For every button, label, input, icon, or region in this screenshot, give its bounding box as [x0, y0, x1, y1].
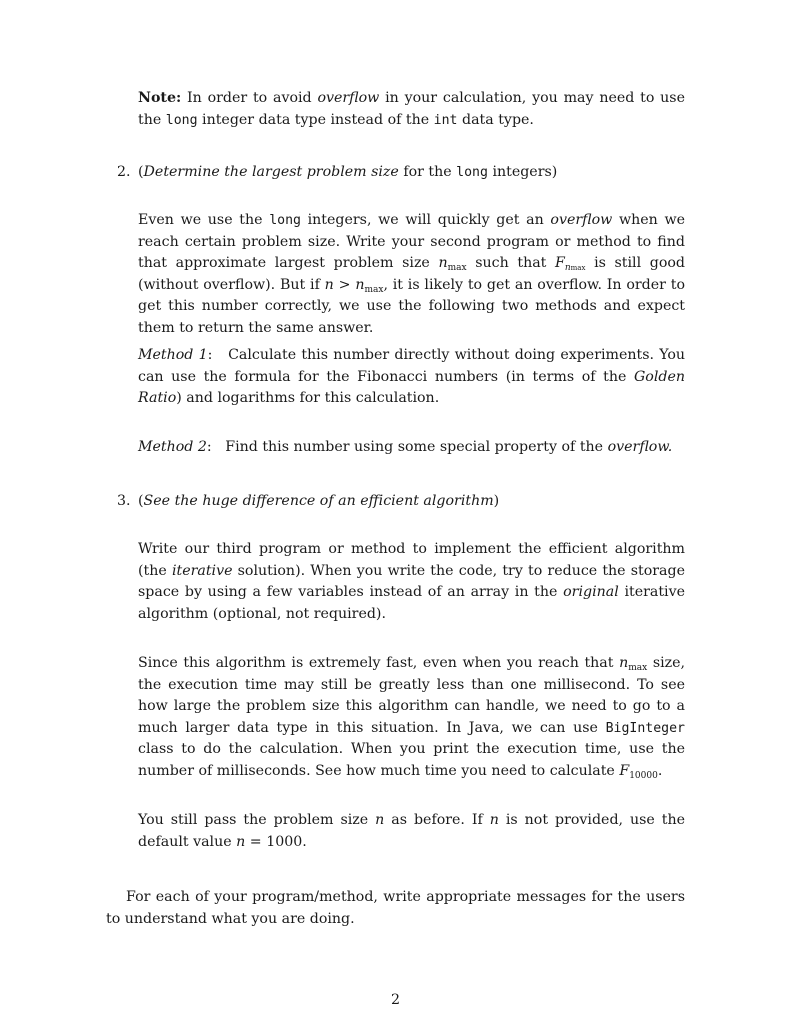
- method-2-emphasis: overflow.: [607, 439, 673, 455]
- item-3-emphasis: iterative: [171, 562, 233, 579]
- item-2-heading-open: (: [138, 164, 144, 180]
- method-1-text: ) and logarithms for this calculation.: [176, 390, 440, 407]
- item-3-text: class to do the calculation. When you print the execution time, use the number of milliseconds. See how much time you need to calculate: [138, 741, 685, 779]
- closing-paragraph: [106, 887, 685, 930]
- note-code: int: [433, 112, 458, 128]
- method-1-emphasis: Golden Ratio: [138, 368, 685, 407]
- item-3-text: Write our third program or method to implement the efficient algorithm (the: [138, 541, 685, 579]
- item-2-text: when we reach certain problem size. Write your second program or method to find that approximate largest problem size: [138, 212, 685, 272]
- math-greater-than: >: [338, 276, 351, 293]
- note-emphasis: overflow: [317, 90, 380, 106]
- item-3-paragraph-2: [138, 653, 685, 783]
- math-var-n: n: [438, 255, 448, 272]
- item-2-number: 2.: [117, 164, 131, 180]
- item-2-heading-emphasis: Determine the largest problem size: [143, 164, 399, 180]
- item-2-heading-text: for the: [403, 164, 452, 180]
- item-2-paragraph: [138, 210, 685, 340]
- item-3-heading-emphasis: See the huge difference of an efficient algorithm: [143, 493, 494, 509]
- item-2-text: is still good (without overflow). But if: [138, 255, 686, 293]
- method-2-paragraph: [138, 437, 685, 459]
- math-var-n: n: [236, 833, 246, 850]
- item-3-emphasis: original: [563, 584, 619, 601]
- math-var-n: n: [564, 263, 571, 274]
- item-3-text: You still pass the problem size: [138, 812, 369, 828]
- item-3-heading-close: ): [493, 493, 500, 509]
- math-var-n: n: [489, 812, 499, 828]
- method-2-colon: :: [206, 439, 212, 455]
- note-code: long: [165, 112, 198, 128]
- note-text: In order to avoid: [187, 90, 312, 106]
- note-text: integer data type instead of the: [202, 111, 430, 128]
- item-3-heading-open: (: [138, 493, 144, 509]
- method-1-text: Calculate this number directly without doing experiments. You can use the formula for the Fibonacci numbers (in terms of the: [138, 347, 686, 385]
- item-3-text: .: [657, 762, 663, 779]
- item-3-text: as before. If: [391, 812, 483, 828]
- item-2-code: long: [269, 213, 301, 228]
- math-var-F: F: [555, 255, 565, 272]
- note-paragraph: [138, 88, 685, 131]
- item-3-text: iterative algorithm (optional, not required).: [138, 584, 686, 622]
- note-text: in your calculation, you may need to use the: [138, 90, 685, 128]
- method-1-paragraph: [138, 345, 685, 410]
- item-3-text: Since this algorithm is extremely fast, even when you reach that: [138, 655, 614, 671]
- math-var-n: n: [355, 276, 365, 293]
- item-3-text: = 1000.: [249, 833, 307, 850]
- item-2-text: Even we use the: [138, 212, 263, 228]
- item-2-text: , it is likely to get an overflow. In order to get this number correctly, we use the following two methods and expect them to return the same answer.: [138, 276, 685, 336]
- math-var-n: n: [619, 655, 629, 671]
- item-3-text: solution). When you write the code, try to reduce the storage space by using a few variables instead of an array in the: [138, 562, 685, 601]
- item-3-text: size, the execution time may still be greatly less than one millisecond. To see how large the problem size this algorithm can handle, we need to go to a much larger data type in this situation. In Java, we can use: [138, 655, 686, 736]
- closing-text: For each of your program/method, write appropriate messages for the users to understand what you are doing.: [106, 889, 685, 927]
- item-3-heading: [138, 491, 685, 513]
- item-3-number: 3.: [117, 493, 131, 509]
- item-3-paragraph-3: [138, 810, 685, 853]
- math-var-n: n: [324, 276, 334, 293]
- method-2-label: Method 2: [138, 439, 207, 455]
- item-2-heading-close: integers): [492, 164, 558, 180]
- method-2-text: Find this number using some special property of the: [225, 439, 604, 455]
- item-2-heading: [138, 162, 685, 184]
- math-sub-max: max: [364, 284, 384, 295]
- math-var-F: F: [619, 762, 630, 779]
- math-sub-max: max: [447, 263, 467, 274]
- note-text: data type.: [462, 111, 534, 128]
- item-2-text: integers, we will quickly get an: [307, 212, 544, 228]
- method-1-label: Method 1: [138, 347, 208, 363]
- item-2-text: such that: [475, 255, 547, 272]
- item-2-heading-code: long: [456, 165, 488, 180]
- item-3-paragraph-1: [138, 539, 685, 625]
- math-sub-10000: 10000: [629, 770, 658, 781]
- item-2-emphasis: overflow: [550, 212, 613, 228]
- math-sub-max: max: [570, 264, 586, 273]
- note-label: Note:: [138, 90, 182, 106]
- math-sub-max: max: [628, 663, 648, 673]
- item-3-text: is not provided, use the default value: [138, 812, 686, 850]
- math-var-n: n: [375, 812, 385, 828]
- item-3-code: BigInteger: [605, 720, 685, 736]
- page-number: 2: [390, 992, 401, 1008]
- method-1-colon: :: [207, 347, 213, 363]
